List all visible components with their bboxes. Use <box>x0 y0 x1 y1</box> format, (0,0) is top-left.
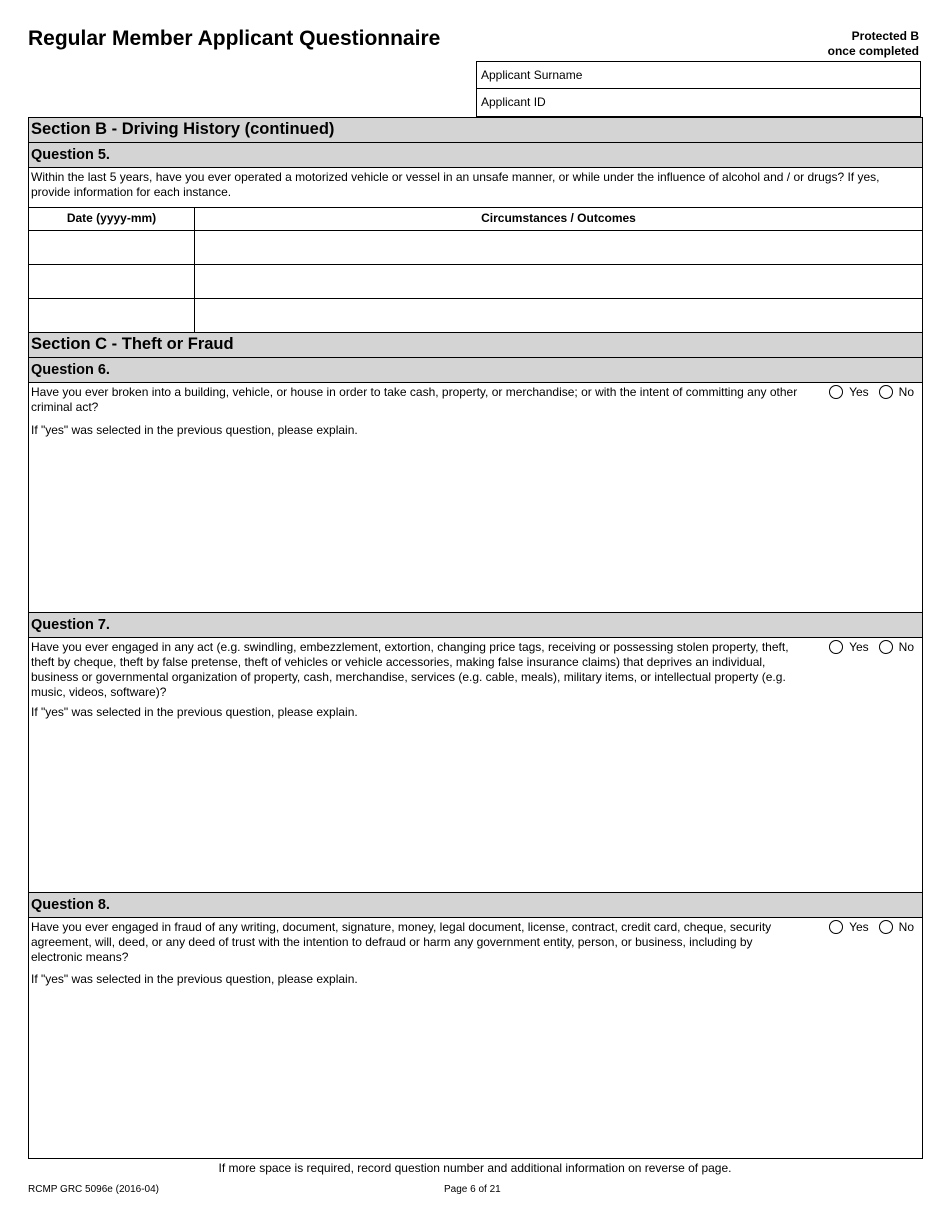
radio-circle-icon[interactable] <box>829 920 843 934</box>
question-8-block <box>29 918 922 1158</box>
question-6-explain-label: If "yes" was selected in the previous question, please explain. <box>31 423 358 437</box>
table-row <box>29 265 922 299</box>
driving-table-header <box>29 208 922 231</box>
radio-circle-icon[interactable] <box>879 385 893 399</box>
radio-circle-icon[interactable] <box>829 385 843 399</box>
question-8-explanation[interactable] <box>31 988 915 1152</box>
question-8-label: Question 8. <box>29 893 922 918</box>
question-8-options <box>819 920 914 934</box>
question-8-text: Have you ever engaged in fraud of any writing, document, signature, money, legal document, license, contract, credit card, cheque, security agreement, will, deed, or any deed of trust with the intention to defraud or harm any government entity, person, or business, including by electronic means? <box>31 920 772 964</box>
protected-line-1: Protected B <box>851 29 919 43</box>
question-6-options <box>819 385 914 399</box>
applicant-id-label: Applicant ID <box>481 95 546 109</box>
circumstances-column-header: Circumstances / Outcomes <box>481 211 636 225</box>
circumstances-input[interactable] <box>195 299 922 332</box>
question-5-text: Within the last 5 years, have you ever operated a motorized vehicle or vessel in an unsafe manner, or while under the influence of alcohol and / or drugs? If yes, provide information for each instance. <box>31 170 880 199</box>
question-6-yes[interactable]: Yes <box>829 385 869 399</box>
question-6-explanation[interactable] <box>31 439 915 603</box>
circumstances-input[interactable] <box>195 265 922 298</box>
question-6-block <box>29 383 922 613</box>
section-c-title: Section C - Theft or Fraud <box>29 333 922 358</box>
question-7-block <box>29 638 922 893</box>
applicant-id-row <box>477 89 920 116</box>
question-7-options <box>819 640 914 654</box>
table-row <box>29 299 922 333</box>
form-code: RCMP GRC 5096e (2016-04) <box>28 1184 159 1195</box>
applicant-id-input[interactable] <box>587 92 911 114</box>
question-8-explain-label: If "yes" was selected in the previous question, please explain. <box>31 972 358 986</box>
driving-history-table <box>29 207 922 333</box>
questionnaire-form <box>28 117 923 1159</box>
protected-line-2: once completed <box>827 44 919 58</box>
question-6-label: Question 6. <box>29 358 922 383</box>
question-6-text: Have you ever broken into a building, vehicle, or house in order to take cash, property, or merchandise; or with the intent of committing any other criminal act? <box>31 385 798 414</box>
radio-circle-icon[interactable] <box>879 640 893 654</box>
date-column-header: Date (yyyy-mm) <box>29 208 195 230</box>
radio-circle-icon[interactable] <box>879 920 893 934</box>
question-7-explain-label: If "yes" was selected in the previous question, please explain. <box>31 705 358 719</box>
question-8-no[interactable]: No <box>879 920 914 934</box>
page-number: Page 6 of 21 <box>444 1184 501 1195</box>
section-b-title: Section B - Driving History (continued) <box>29 118 922 143</box>
question-7-yes[interactable]: Yes <box>829 640 869 654</box>
applicant-surname-label: Applicant Surname <box>481 68 583 82</box>
table-row <box>29 231 922 265</box>
applicant-surname-row <box>477 62 920 89</box>
date-input[interactable] <box>29 231 194 264</box>
more-space-note: If more space is required, record question number and additional information on reverse of page. <box>218 1161 732 1175</box>
date-input[interactable] <box>29 299 194 332</box>
protected-b-notice <box>828 29 919 59</box>
question-7-explanation[interactable] <box>31 721 915 875</box>
radio-circle-icon[interactable] <box>829 640 843 654</box>
question-6-no[interactable]: No <box>879 385 914 399</box>
question-5-label: Question 5. <box>29 143 922 168</box>
question-7-label: Question 7. <box>29 613 922 638</box>
circumstances-input[interactable] <box>195 231 922 264</box>
date-input[interactable] <box>29 265 194 298</box>
question-8-yes[interactable]: Yes <box>829 920 869 934</box>
page-title: Regular Member Applicant Questionnaire <box>28 27 441 50</box>
question-7-text: Have you ever engaged in any act (e.g. swindling, embezzlement, extortion, changing price tags, receiving or possessing stolen property, theft, theft by cheque, theft by false pretense, theft of vehicles or vehicle accessories, making false insurance claims) that deprives an individual, business or governmental organization of property, cash, merchandise, services (e.g. cable, meals), military items, or intellectual property (e.g. music, videos, software)? <box>31 640 789 699</box>
question-7-no[interactable]: No <box>879 640 914 654</box>
applicant-surname-input[interactable] <box>587 65 911 87</box>
applicant-id-box <box>476 61 921 117</box>
